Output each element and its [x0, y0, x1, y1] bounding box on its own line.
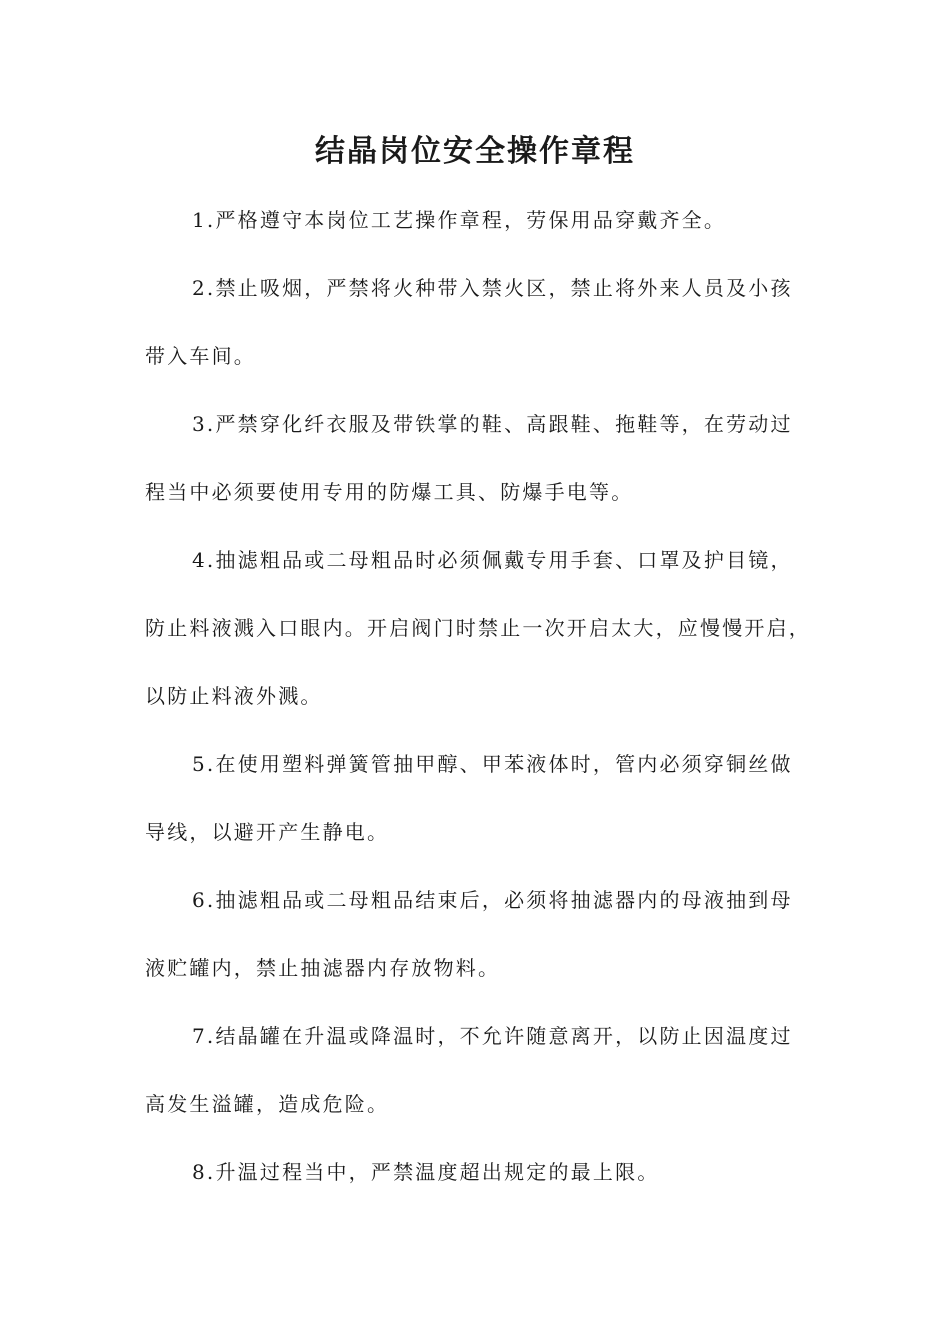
paragraph-line: 1.严格遵守本岗位工艺操作章程，劳保用品穿戴齐全。 [192, 208, 727, 232]
paragraph-line: 以防止料液外溅。 [145, 684, 323, 708]
paragraph-6 [145, 866, 825, 1002]
document-body [145, 186, 825, 1206]
paragraph-line: 2.禁止吸烟，严禁将火种带入禁火区，禁止将外来人员及小孩 [192, 276, 793, 300]
paragraph-8 [145, 1138, 825, 1206]
paragraph-1 [145, 186, 825, 254]
paragraph-line: 导线，以避开产生静电。 [145, 820, 390, 844]
paragraph-line: 带入车间。 [145, 344, 256, 368]
paragraph-5 [145, 730, 825, 866]
paragraph-line: 高发生溢罐，造成危险。 [145, 1092, 390, 1116]
paragraph-line: 8.升温过程当中，严禁温度超出规定的最上限。 [192, 1160, 660, 1184]
paragraph-line: 液贮罐内，禁止抽滤器内存放物料。 [145, 956, 501, 980]
paragraph-line: 3.严禁穿化纤衣服及带铁掌的鞋、高跟鞋、拖鞋等，在劳动过 [192, 412, 793, 436]
paragraph-3 [145, 390, 825, 526]
paragraph-2 [145, 254, 825, 390]
paragraph-line: 5.在使用塑料弹簧管抽甲醇、甲苯液体时，管内必须穿铜丝做 [192, 752, 793, 776]
paragraph-7 [145, 1002, 825, 1138]
paragraph-line: 防止料液溅入口眼内。开启阀门时禁止一次开启太大，应慢慢开启， [145, 616, 811, 640]
paragraph-line: 7.结晶罐在升温或降温时，不允许随意离开，以防止因温度过 [192, 1024, 793, 1048]
paragraph-line: 4.抽滤粗品或二母粗品时必须佩戴专用手套、口罩及护目镜， [192, 548, 793, 572]
document-title: 结晶岗位安全操作章程 [315, 134, 635, 169]
paragraph-4 [145, 526, 825, 730]
paragraph-line: 6.抽滤粗品或二母粗品结束后，必须将抽滤器内的母液抽到母 [192, 888, 793, 912]
paragraph-line: 程当中必须要使用专用的防爆工具、防爆手电等。 [145, 480, 634, 504]
